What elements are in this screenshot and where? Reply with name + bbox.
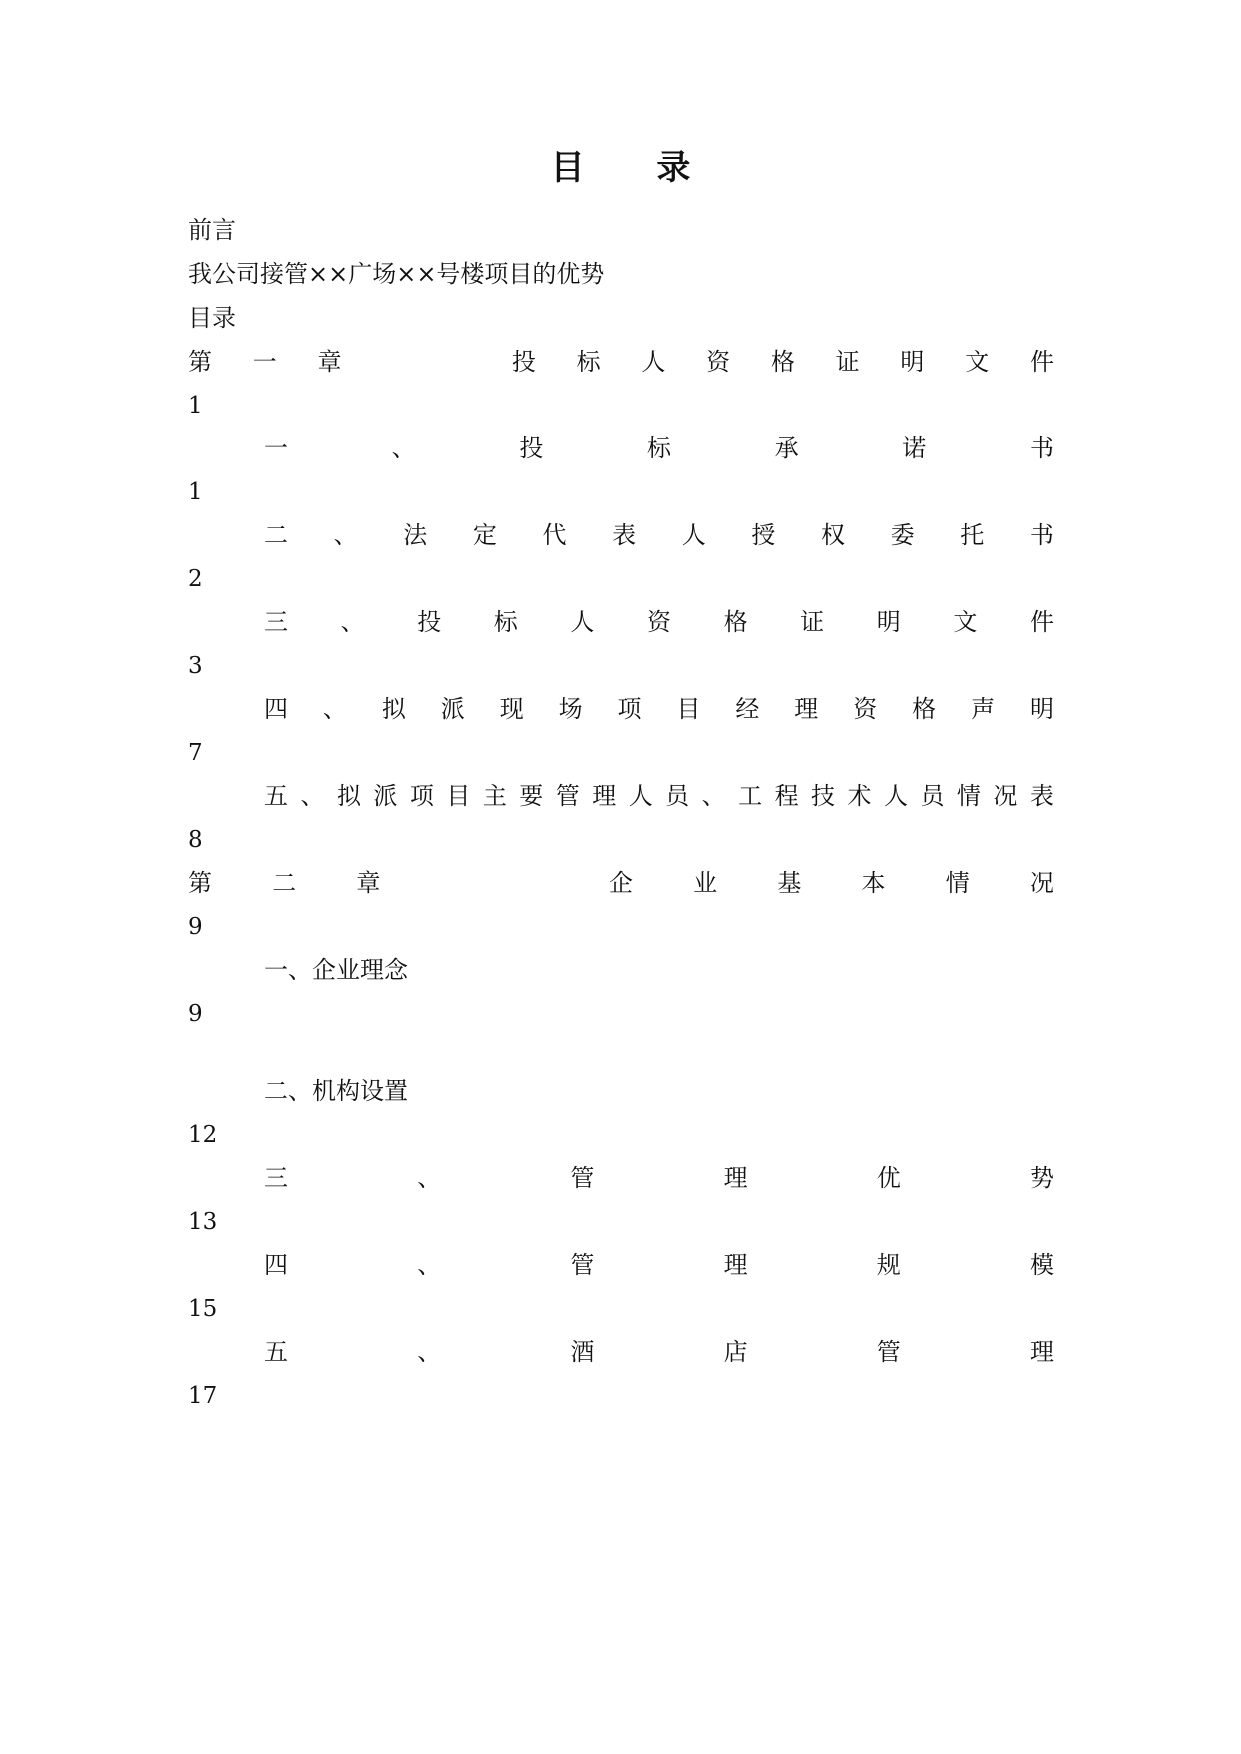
toc-entry-char: 五 — [264, 782, 288, 810]
toc-entry-char: 资 — [706, 348, 731, 376]
toc-page-number: 2 — [188, 566, 203, 592]
toc-entry-char: 项 — [409, 782, 434, 810]
toc-entry-char: 代 — [542, 521, 567, 549]
toc-entry-char: 委 — [890, 521, 915, 549]
toc-entry-char: 授 — [751, 521, 776, 549]
toc-entry-char: 格 — [723, 608, 748, 636]
toc-entry-char: 管 — [876, 1338, 901, 1366]
toc-entry-char: 五 — [264, 1338, 288, 1366]
toc-entry-char: 管 — [570, 1164, 595, 1192]
toc-page-number: 3 — [188, 653, 203, 679]
toc-entry-title — [264, 1335, 1054, 1369]
toc-page-number: 15 — [188, 1296, 218, 1322]
toc-intro-contents: 目录 — [188, 304, 236, 332]
toc-entry-char: 项 — [617, 695, 642, 723]
toc-page-number: 8 — [188, 827, 203, 853]
toc-page-number: 9 — [188, 1001, 203, 1027]
toc-entry-title: 二、机构设置 — [264, 1077, 408, 1105]
toc-entry-char: 要 — [519, 782, 544, 810]
toc-entry-char: 、 — [340, 608, 365, 636]
toc-entry-char: 理 — [794, 695, 819, 723]
toc-entry-char: 拟 — [336, 782, 361, 810]
toc-entry-title — [264, 605, 1054, 639]
toc-page-number: 17 — [188, 1383, 218, 1409]
toc-entry-char: 技 — [811, 782, 836, 810]
toc-entry-char: 证 — [835, 348, 860, 376]
toc-entry-char: 明 — [1029, 695, 1054, 723]
toc-entry-char: 格 — [912, 695, 937, 723]
toc-intro-preface: 前言 — [188, 216, 236, 244]
toc-entry-char: 、 — [300, 782, 325, 810]
toc-entry-char: 表 — [612, 521, 637, 549]
toc-entry-char: 三 — [264, 608, 288, 636]
toc-entry-char: 资 — [646, 608, 671, 636]
toc-entry-char: 托 — [960, 521, 985, 549]
toc-page-number: 1 — [188, 479, 203, 505]
toc-entry-char: 术 — [847, 782, 872, 810]
toc-entry-char: 、 — [322, 695, 347, 723]
toc-entry-char: 法 — [403, 521, 428, 549]
toc-page-number: 12 — [188, 1122, 218, 1148]
toc-entry-char: 理 — [1029, 1338, 1054, 1366]
toc-entry-char: 章 — [356, 869, 381, 897]
toc-entry-char — [441, 866, 465, 900]
toc-entry-char: 一 — [264, 434, 288, 462]
toc-entry-title — [264, 518, 1054, 552]
toc-entry-char: 投 — [519, 434, 544, 462]
toc-entry-char: 三 — [264, 1164, 288, 1192]
toc-entry-char: 员 — [920, 782, 945, 810]
toc-entry-char: 人 — [681, 521, 706, 549]
toc-entry-char: 件 — [1029, 608, 1054, 636]
toc-entry-title — [264, 1161, 1054, 1195]
toc-entry-title — [264, 431, 1054, 465]
toc-entry-char: 资 — [853, 695, 878, 723]
toc-entry-char: 派 — [373, 782, 398, 810]
toc-entry-char: 拟 — [381, 695, 406, 723]
toc-entry-char: 酒 — [570, 1338, 595, 1366]
toc-entry-char: 证 — [800, 608, 825, 636]
toc-entry-char — [525, 866, 549, 900]
toc-entry-char: 格 — [770, 348, 795, 376]
toc-entry-char: 四 — [264, 1251, 288, 1279]
toc-entry-char: 程 — [774, 782, 799, 810]
toc-entry-char: 情 — [945, 869, 970, 897]
toc-entry-char: 现 — [499, 695, 524, 723]
toc-entry-title — [188, 345, 1054, 379]
toc-entry-char: 人 — [570, 608, 595, 636]
toc-entry-char: 承 — [774, 434, 799, 462]
toc-entry-char: 业 — [693, 869, 718, 897]
toc-entry-char: 四 — [264, 695, 288, 723]
toc-entry-char: 明 — [876, 608, 901, 636]
toc-entry-char: 况 — [1029, 869, 1054, 897]
toc-entry-char: 理 — [723, 1251, 748, 1279]
toc-entry-char: 文 — [953, 608, 978, 636]
toc-entry-char: 主 — [482, 782, 507, 810]
toc-page-number: 1 — [188, 393, 203, 419]
toc-entry-char: 投 — [417, 608, 442, 636]
toc-entry-char: 章 — [317, 348, 342, 376]
toc-entry-char: 目 — [676, 695, 701, 723]
toc-entry-char — [447, 345, 471, 379]
toc-entry-char: 规 — [876, 1251, 901, 1279]
toc-intro-advantage: 我公司接管××广场××号楼项目的优势 — [188, 260, 605, 288]
toc-entry-char: 基 — [777, 869, 802, 897]
toc-entry-char: 、 — [417, 1251, 442, 1279]
toc-entry-char: 、 — [333, 521, 358, 549]
toc-entry-char: 第 — [188, 869, 212, 897]
toc-entry-char: 表 — [1029, 782, 1054, 810]
toc-entry-char: 管 — [555, 782, 580, 810]
toc-entry-char: 定 — [472, 521, 497, 549]
toc-entry-char: 经 — [735, 695, 760, 723]
toc-entry-char: 情 — [956, 782, 981, 810]
toc-entry-char: 管 — [570, 1251, 595, 1279]
toc-entry-char: 人 — [641, 348, 666, 376]
toc-entry-char: 本 — [861, 869, 886, 897]
toc-entry-char: 模 — [1029, 1251, 1054, 1279]
toc-entry-char: 派 — [440, 695, 465, 723]
toc-page-number: 7 — [188, 740, 203, 766]
toc-entry-char: 投 — [511, 348, 536, 376]
toc-entry-char: 、 — [701, 782, 726, 810]
toc-entry-char: 目 — [446, 782, 471, 810]
toc-entry-char: 明 — [900, 348, 925, 376]
toc-entry-char: 文 — [965, 348, 990, 376]
toc-entry-char: 二 — [264, 521, 288, 549]
toc-entry-title — [188, 866, 1054, 900]
toc-entry-char: 人 — [883, 782, 908, 810]
toc-entry-char: 诺 — [902, 434, 927, 462]
toc-entry-char: 企 — [608, 869, 633, 897]
toc-entry-char: 声 — [971, 695, 996, 723]
toc-entry-char: 店 — [723, 1338, 748, 1366]
toc-entry-char: 一 — [252, 348, 277, 376]
toc-entry-char: 二 — [272, 869, 297, 897]
toc-entry-title — [264, 692, 1054, 726]
toc-entry-char: 员 — [665, 782, 690, 810]
toc-entry-char: 、 — [417, 1338, 442, 1366]
toc-entry-title: 一、企业理念 — [264, 956, 408, 984]
toc-entry-char: 理 — [592, 782, 617, 810]
toc-entry-char: 况 — [993, 782, 1018, 810]
toc-entry-char: 书 — [1029, 521, 1054, 549]
toc-entry-char: 优 — [876, 1164, 901, 1192]
toc-entry-char: 件 — [1029, 348, 1054, 376]
toc-entry-char: 标 — [646, 434, 671, 462]
toc-entry-char: 标 — [576, 348, 601, 376]
toc-entry-char: 势 — [1029, 1164, 1054, 1192]
toc-entry-char: 人 — [628, 782, 653, 810]
toc-entry-title — [264, 1248, 1054, 1282]
page-title: 目 录 — [550, 148, 721, 188]
toc-entry-char: 工 — [738, 782, 763, 810]
toc-entry-char: 第 — [188, 348, 212, 376]
toc-entry-char — [382, 345, 406, 379]
toc-page-number: 9 — [188, 914, 203, 940]
toc-entry-char: 、 — [391, 434, 416, 462]
toc-entry-title — [264, 779, 1054, 813]
toc-entry-char: 场 — [558, 695, 583, 723]
toc-entry-char: 理 — [723, 1164, 748, 1192]
toc-entry-char: 书 — [1029, 434, 1054, 462]
toc-entry-char: 、 — [417, 1164, 442, 1192]
toc-page-number: 13 — [188, 1209, 218, 1235]
toc-entry-char: 标 — [493, 608, 518, 636]
toc-entry-char: 权 — [821, 521, 845, 549]
